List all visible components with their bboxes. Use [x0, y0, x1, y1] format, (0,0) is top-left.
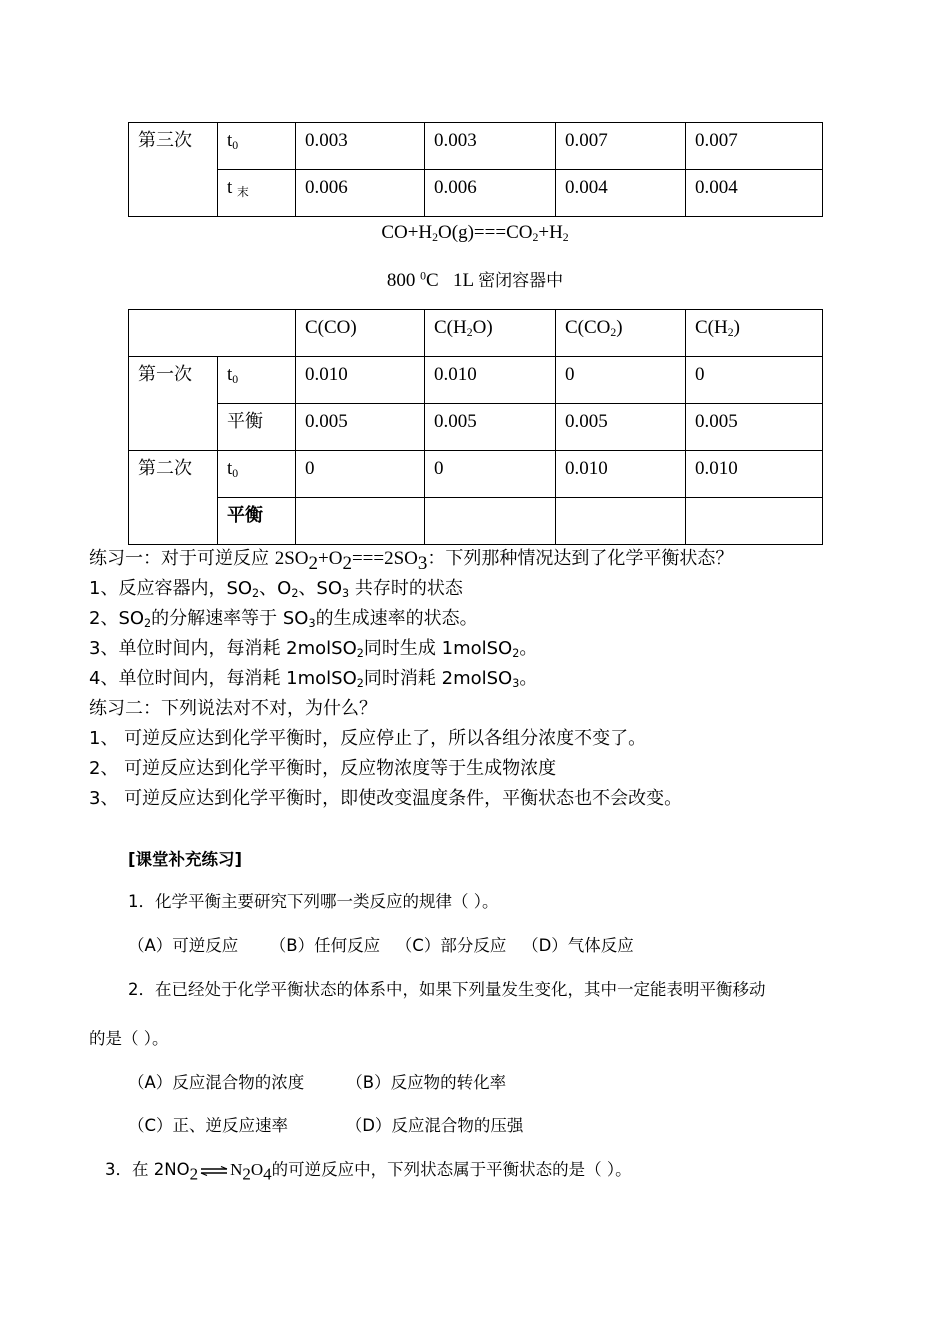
data-table-third	[128, 122, 823, 217]
question-2-options-2: （C）正、逆反应速率 （D）反应混合物的压强	[128, 1116, 524, 1135]
table-cell: 0	[425, 451, 556, 498]
table-cell	[556, 498, 686, 545]
question-2-cont: 的是（ ）。	[89, 1029, 169, 1048]
table-cell: 0.005	[425, 404, 556, 451]
exercise-2-title: 练习二：下列说法对不对，为什么？	[89, 698, 377, 719]
time-label: t $_末$	[218, 170, 296, 217]
exercise-1-item: 1、反应容器内，$SO_2$、$O_2$、$SO_3$ 共存时的状态	[89, 578, 463, 600]
question-2-options-1: （A）反应混合物的浓度 （B）反应物的转化率	[128, 1073, 507, 1092]
exercise-1-item: 3、单位时间内，每消耗 2molSO$_2$同时生成 1molSO$_2$。	[89, 638, 538, 660]
column-header: C(CO)	[296, 310, 425, 357]
table-cell: 0	[686, 357, 823, 404]
column-header: $C(H_2)$	[686, 310, 823, 357]
equilibrium-arrow-icon	[200, 1166, 228, 1176]
exercise-2-item: 2、 可逆反应达到化学平衡时，反应物浓度等于生成物浓度	[89, 758, 557, 779]
table-cell: 0.006	[425, 170, 556, 217]
table-cell: 0.005	[686, 404, 823, 451]
data-table-equilibrium	[128, 309, 823, 545]
column-header: $C(CO_2)$	[556, 310, 686, 357]
table-cell: 0.005	[556, 404, 686, 451]
table-cell: 0	[556, 357, 686, 404]
question-1-options: （A）可逆反应 （B）任何反应 （C）部分反应 （D）气体反应	[128, 936, 634, 955]
time-label: $t_0$	[218, 123, 296, 170]
supplementary-heading: [课堂补充练习]	[128, 850, 243, 869]
exercise-1-title: 练习一：对于可逆反应 $2SO_2+O_2===2SO_3$：下列那种情况达到了化学平衡状态？	[89, 548, 734, 574]
table-cell: 0.007	[686, 123, 823, 170]
time-label: $t_0$	[218, 451, 296, 498]
table-cell: 0.003	[425, 123, 556, 170]
table-cell	[425, 498, 556, 545]
table-cell: 0	[296, 451, 425, 498]
exercise-1-item: 2、$SO_2$的分解速率等于 $SO_3$的生成速率的状态。	[89, 608, 478, 630]
time-label: 平衡	[218, 404, 296, 451]
table-cell: 0.003	[296, 123, 425, 170]
time-label: $t_0$	[218, 357, 296, 404]
time-label: 平衡	[218, 498, 296, 545]
table-cell	[296, 498, 425, 545]
table-cell: 0.007	[556, 123, 686, 170]
row-group-label: 第三次	[129, 123, 218, 217]
row-group-label: 第二次	[129, 451, 218, 545]
question-3: 3．在 $2NO_2$ $N_2O_4$的可逆反应中，下列状态属于平衡状态的是（ ）。	[105, 1160, 632, 1184]
table-cell	[686, 498, 823, 545]
table-cell: 0.004	[556, 170, 686, 217]
exercise-2-item: 1、 可逆反应达到化学平衡时，反应停止了，所以各组分浓度不变了。	[89, 728, 647, 749]
table-cell: 0.004	[686, 170, 823, 217]
table-cell: 0.005	[296, 404, 425, 451]
column-header: $C(H_2O)$	[425, 310, 556, 357]
question-2: 2．在已经处于化学平衡状态的体系中，如果下列量发生变化，其中一定能表明平衡移动	[128, 980, 766, 999]
table-cell: 0.010	[425, 357, 556, 404]
exercise-2-item: 3、 可逆反应达到化学平衡时，即使改变温度条件，平衡状态也不会改变。	[89, 788, 683, 809]
table-cell: 0.006	[296, 170, 425, 217]
row-group-label: 第一次	[129, 357, 218, 451]
reaction-equation: $CO+H_2O(g)===CO_2+H_2$	[381, 222, 569, 244]
reaction-conditions: 800 $^0$C 1L 密闭容器中	[386, 269, 564, 291]
exercise-1-item: 4、单位时间内，每消耗 1molSO$_2$同时消耗 2molSO$_3$。	[89, 668, 538, 690]
header-empty	[129, 310, 296, 357]
table-cell: 0.010	[556, 451, 686, 498]
table-cell: 0.010	[296, 357, 425, 404]
question-1: 1．化学平衡主要研究下列哪一类反应的规律（ ）。	[128, 892, 499, 911]
table-cell: 0.010	[686, 451, 823, 498]
